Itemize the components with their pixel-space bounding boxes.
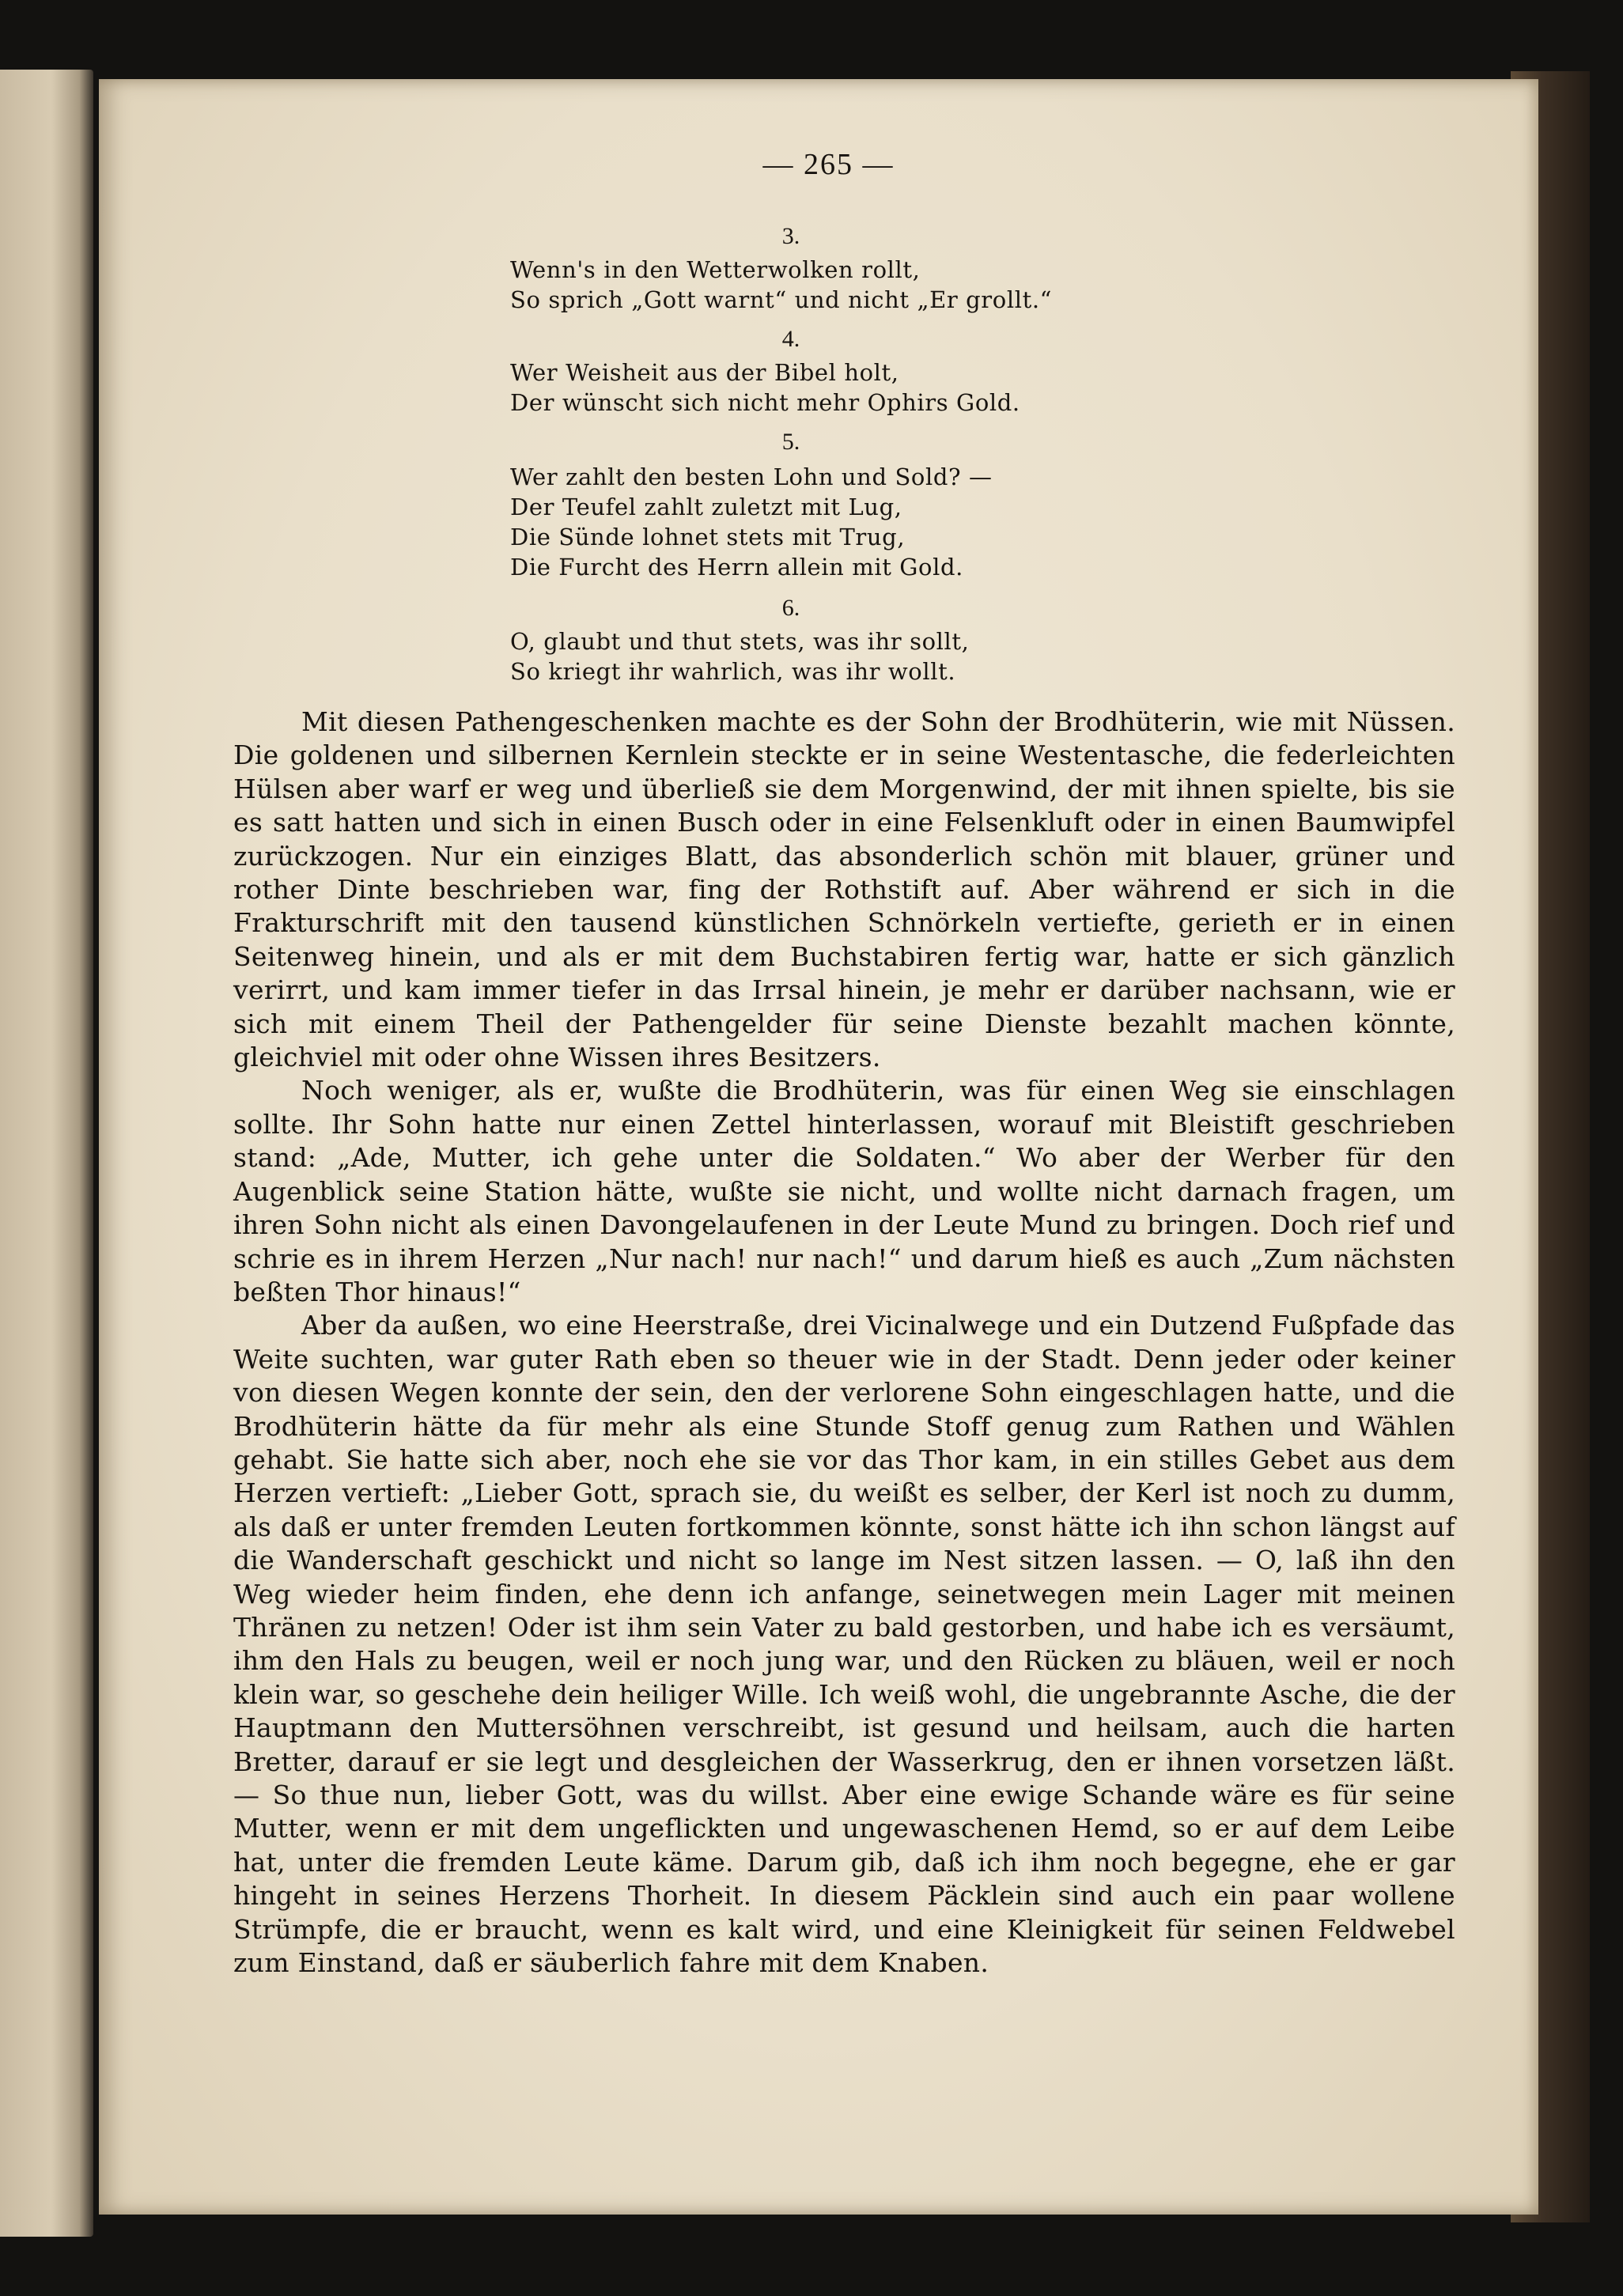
verse-line: Der wünscht sich nicht mehr Ophirs Gold. (510, 389, 1020, 416)
paragraph: Mit diesen Pathengeschenken machte es der Sohn der Brodhüterin, wie mit Nüssen. Die goldenen und silbernen Kernlein steckte er in seine Westentasche, die federleichten Hülsen aber warf er weg und überließ sie dem Morgenwind, der mit ihnen spielte, bis sie es satt hatten und sich in einen Busch oder in eine Felsenkluft oder in einen Baumwipfel zurückzogen. Nur ein einziges Blatt, das absonderlich schön mit blauer, grüner und rother Dinte beschrieben war, fing der Rothstift auf. Aber während er sich in die Frakturschrift mit den tausend künstlichen Schnörkeln vertiefte, gerieth er in einen Seitenweg hinein, und als er mit dem Buchstabiren fertig war, hatte er sich gänzlich verirrt, und kam immer tiefer in das Irrsal hinein, je mehr er darüber nachsann, wie er sich mit einem Theil der Pathengelder für seine Dienste bezahlt machen könnte, gleichviel mit oder ohne Wissen ihres Besitzers. (233, 706, 1455, 1073)
paragraph: Aber da außen, wo eine Heerstraße, drei Vicinalwege und ein Dutzend Fußpfade das Weite suchten, war guter Rath eben so theuer wie in der Stadt. Denn jeder oder keiner von diesen Wegen konnte der sein, den der verlorene Sohn eingeschlagen hatte, und die Brodhüterin hätte da für mehr als eine Stunde Stoff genug zum Rathen und Wählen gehabt. Sie hatte sich aber, noch ehe sie vor das Thor kam, in ein stilles Gebet aus dem Herzen vertieft: „Lieber Gott, sprach sie, du weißt es selber, der Kerl ist noch zu dumm, als daß er unter fremden Leuten fortkommen könnte, sonst hätte ich ihn schon längst auf die Wanderschaft geschickt und nicht so lange im Nest sitzen lassen. — O, laß ihn den Weg wieder heim finden, ehe denn ich anfange, seinetwegen mein Lager mit meinen Thränen zu netzen! Oder ist ihm sein Vater zu bald gestorben, und habe ich es versäumt, ihm den Hals zu beugen, weil er noch jung war, und den Rücken zu bläuen, weil er noch klein war, so geschehe dein heiliger Wille. Ich weiß wohl, die ungebrannte Asche, die der Hauptmann den Muttersöhnen verschreibt, ist gesund und heilsam, auch die harten Bretter, darauf er sie legt und desgleichen der Wasserkrug, den er ihnen vorsetzen läßt. — So thue nun, lieber Gott, was du willst. Aber eine ewige Schande wäre es für seine Mutter, wenn er mit dem ungeflickten und ungewaschenen Hemd, so er auf dem Leibe hat, unter die fremden Leute käme. Darum gib, daß ich ihm noch begegne, ehe er gar hingeht in seines Herzens Thorheit. In diesem Päcklein sind auch ein paar wollene Strümpfe, die er braucht, wenn es kalt wird, und eine Kleinigkeit für seinen Feldwebel zum Einstand, daß er säuberlich fahre mit dem Knaben. (233, 1310, 1455, 1979)
stanza-number: 6. (781, 595, 800, 621)
stanza-number: 3. (781, 223, 800, 249)
facing-page-edge (0, 70, 93, 2237)
verse-line: Wer Weisheit aus der Bibel holt, (510, 359, 899, 386)
page-number: — 265 — (762, 148, 895, 181)
stanza-number: 5. (781, 429, 800, 455)
stanza-number: 4. (781, 326, 800, 352)
verse-line: O, glaubt und thut stets, was ihr sollt, (510, 628, 970, 655)
verse-line: Der Teufel zahlt zuletzt mit Lug, (510, 494, 902, 520)
verse-line: Die Furcht des Herrn allein mit Gold. (510, 554, 963, 581)
verse-line: So sprich „Gott warnt“ und nicht „Er grollt.“ (510, 286, 1053, 313)
verse-line: Die Sünde lohnet stets mit Trug, (510, 524, 906, 550)
book-page (99, 79, 1538, 2215)
verse-line: So kriegt ihr wahrlich, was ihr wollt. (510, 658, 956, 685)
prose-body (233, 705, 1455, 1980)
verse-line: Wenn's in den Wetterwolken rollt, (510, 256, 921, 283)
paragraph: Noch weniger, als er, wußte die Brodhüterin, was für einen Weg sie einschlagen sollte. Ihr Sohn hatte nur einen Zettel hinterlassen, worauf mit Bleistift geschrieben stand: „Ade, Mutter, ich gehe unter die Soldaten.“ Wo aber der Werber für den Augenblick seine Station hätte, wußte sie nicht, und wollte nicht darnach fragen, um ihren Sohn nicht als einen Davongelaufenen in der Leute Mund zu bringen. Doch rief und schrie es in ihrem Herzen „Nur nach! nur nach!“ und darum hieß es auch „Zum nächsten beßten Thor hinaus!“ (233, 1075, 1455, 1307)
verse-line: Wer zahlt den besten Lohn und Sold? — (510, 463, 993, 490)
